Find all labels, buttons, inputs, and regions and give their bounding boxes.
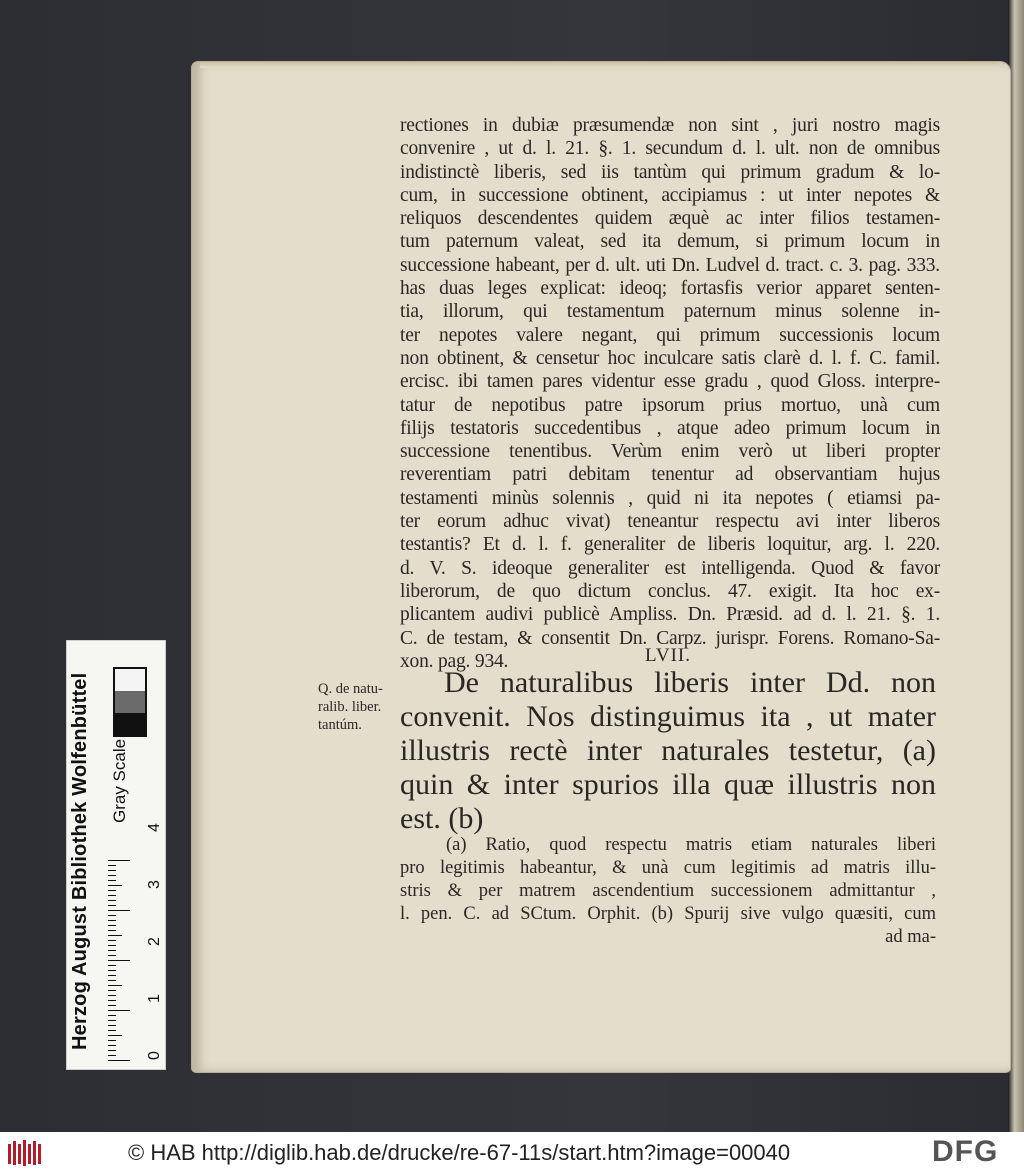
body-line: indistinctè liberis, sed iis tantùm qui primum gradum & lo- [400, 161, 940, 183]
ruler-tick [108, 1035, 122, 1036]
ruler-tick [108, 995, 116, 996]
swatch-light [115, 669, 145, 691]
scale-number: 4 [146, 823, 163, 832]
main-line: est. (b) [400, 802, 484, 835]
scale-number: 0 [146, 1051, 163, 1060]
body-line: successione habeant, per d. ult. uti Dn. Ludvel d. tract. c. 3. pag. 333. [400, 254, 940, 276]
margin-note [318, 680, 400, 734]
scale-number: 3 [146, 880, 163, 889]
ruler-tick [108, 1040, 116, 1041]
main-line: convenit. Nos distinguimus ita , ut mater [400, 700, 936, 733]
body-line: convenire , ut d. l. 21. §. 1. secundum d. l. ult. non de omnibus [400, 138, 940, 160]
ruler-tick [108, 1005, 116, 1006]
ruler-tick [108, 895, 116, 896]
ruler-tick [108, 945, 116, 946]
ruler-tick [108, 1050, 116, 1051]
margin-note-line: ralib. liber. [318, 699, 382, 715]
ruler-tick [108, 970, 116, 971]
swatch-mid [115, 691, 145, 713]
ruler-tick [108, 1010, 130, 1011]
body-line: has duas leges explicat: ideoq; fortasfis verior apparet senten- [400, 278, 940, 300]
body-line: ter nepotes valere negant, qui primum successionis locum [400, 324, 940, 346]
ruler-tick [108, 900, 116, 901]
scale-number: 1 [146, 994, 163, 1003]
ruler-tick [108, 990, 116, 991]
footer-bar [0, 1132, 1024, 1173]
note-line: (a) Ratio, quod respectu matris etiam naturales liberi [446, 835, 936, 855]
ruler-tick [108, 890, 116, 891]
ruler-tick [108, 1060, 130, 1061]
body-line: reverentiam patri debitam tenentur ad observantiam hujus [400, 464, 940, 486]
body-line: tia, illorum, qui testamentum paternum minus solenne in- [400, 301, 940, 323]
body-line: d. V. S. ideoque generaliter est intelligenda. Quod & favor [400, 557, 940, 579]
ruler-tick [108, 915, 116, 916]
body-line: successione tenentibus. Verùm enim verò ut liberi propter [400, 441, 940, 463]
margin-note-line: tantúm. [318, 717, 362, 733]
book-edge [1008, 0, 1024, 1132]
note-line: stris & per matrem ascendentium successionem admittantur , [400, 881, 936, 901]
ruler-tick [108, 1055, 116, 1056]
ruler-tick [108, 980, 116, 981]
body-line: xon. pag. 934. [400, 650, 509, 672]
main-line: illustris rectè inter naturales testetur, (a) [400, 734, 936, 767]
body-text [400, 114, 940, 673]
body-line: cum, in successione obtinent, accipiamus : ut inter nepotes & [400, 184, 940, 206]
ruler-scale [108, 860, 138, 1060]
main-line: quin & inter spurios illa quæ illustris non [400, 768, 936, 801]
hab-logo-icon [6, 1138, 46, 1168]
body-line: tum paternum valeat, sed ita demum, si primum locum in [400, 231, 940, 253]
body-line: plicantem audivi publicè Ampliss. Dn. Præsid. ad d. l. 21. §. 1. [400, 604, 940, 626]
ruler-tick [108, 955, 116, 956]
body-line: ercisc. ibi tamen pares videntur esse gradu , quod Gloss. interpre- [400, 371, 940, 393]
ruler-tick [108, 975, 116, 976]
gray-swatches [113, 667, 147, 737]
ruler-tick [108, 875, 116, 876]
note-line: pro legitimis habeantur, & unà cum legitimis ad matris illu- [400, 858, 936, 878]
body-line: C. de testam, & consentit Dn. Carpz. jurispr. Forens. Romano-Sa- [400, 627, 940, 649]
ruler-tick [108, 880, 116, 881]
ruler-tick [108, 985, 122, 986]
ruler-tick [108, 1030, 116, 1031]
ruler-tick [108, 940, 116, 941]
library-name: Herzog August Bibliothek Wolfenbüttel [69, 672, 91, 1050]
ruler-tick [108, 935, 122, 936]
ruler-tick [108, 910, 130, 911]
main-line: De naturalibus liberis inter Dd. non [444, 666, 936, 699]
catchword: ad ma- [885, 927, 936, 947]
ruler-tick [108, 870, 116, 871]
ruler-tick [108, 1020, 116, 1021]
body-line: ter eorum adhuc vivat) teneantur respectu avi inter liberos [400, 511, 940, 533]
dfg-logo: DFG [932, 1135, 999, 1168]
ruler-tick [108, 960, 130, 961]
ruler-tick [108, 1045, 116, 1046]
body-line: liberorum, de quo dictum conclus. 47. exigit. Ita hoc ex- [400, 580, 940, 602]
page-top-edge [200, 62, 1000, 68]
ruler-tick [108, 930, 116, 931]
ruler-tick [108, 965, 116, 966]
note-line: l. pen. C. ad SCtum. Orphit. (b) Spurij sive vulgo quæsiti, cum [400, 904, 936, 924]
footnote-text [400, 834, 936, 949]
body-line: tatur de nepotibus patre ipsorum prius mortuo, unà cum [400, 394, 940, 416]
body-line: reliquos descendentes quidem æquè ac inter filios testamen- [400, 208, 940, 230]
main-paragraph [400, 666, 936, 836]
ruler-tick [108, 860, 130, 861]
body-line: filijs testatoris succedentibus , atque adeo primum locum in [400, 417, 940, 439]
ruler-tick [108, 905, 116, 906]
ruler-tick [108, 885, 122, 886]
ruler-tick [108, 865, 116, 866]
ruler-tick [108, 950, 116, 951]
ruler-tick [108, 1025, 116, 1026]
body-line: rectiones in dubiæ præsumendæ non sint , juri nostro magis [400, 115, 940, 136]
copyright-url: © HAB http://diglib.hab.de/drucke/re-67-11s/start.htm?image=00040 [128, 1140, 791, 1165]
scale-number: 2 [146, 937, 163, 946]
ruler-tick [108, 1000, 116, 1001]
body-line: testantis? Et d. l. f. generaliter de liberis loquitur, arg. l. 220. [400, 534, 940, 556]
margin-note-line: Q. de natu- [318, 681, 383, 697]
ruler-tick [108, 920, 116, 921]
gray-scale-label: Gray Scale [110, 738, 129, 823]
body-line: testamenti minùs solennis , quid ni ita nepotes ( etiamsi pa- [400, 487, 940, 509]
ruler-tick [108, 925, 116, 926]
swatch-dark [115, 713, 145, 735]
body-line: non obtinent, & censetur hoc inculcare satis clarè d. l. f. C. famil. [400, 347, 940, 369]
ruler-tick [108, 1015, 116, 1016]
section-heading: LVII. [645, 645, 691, 666]
